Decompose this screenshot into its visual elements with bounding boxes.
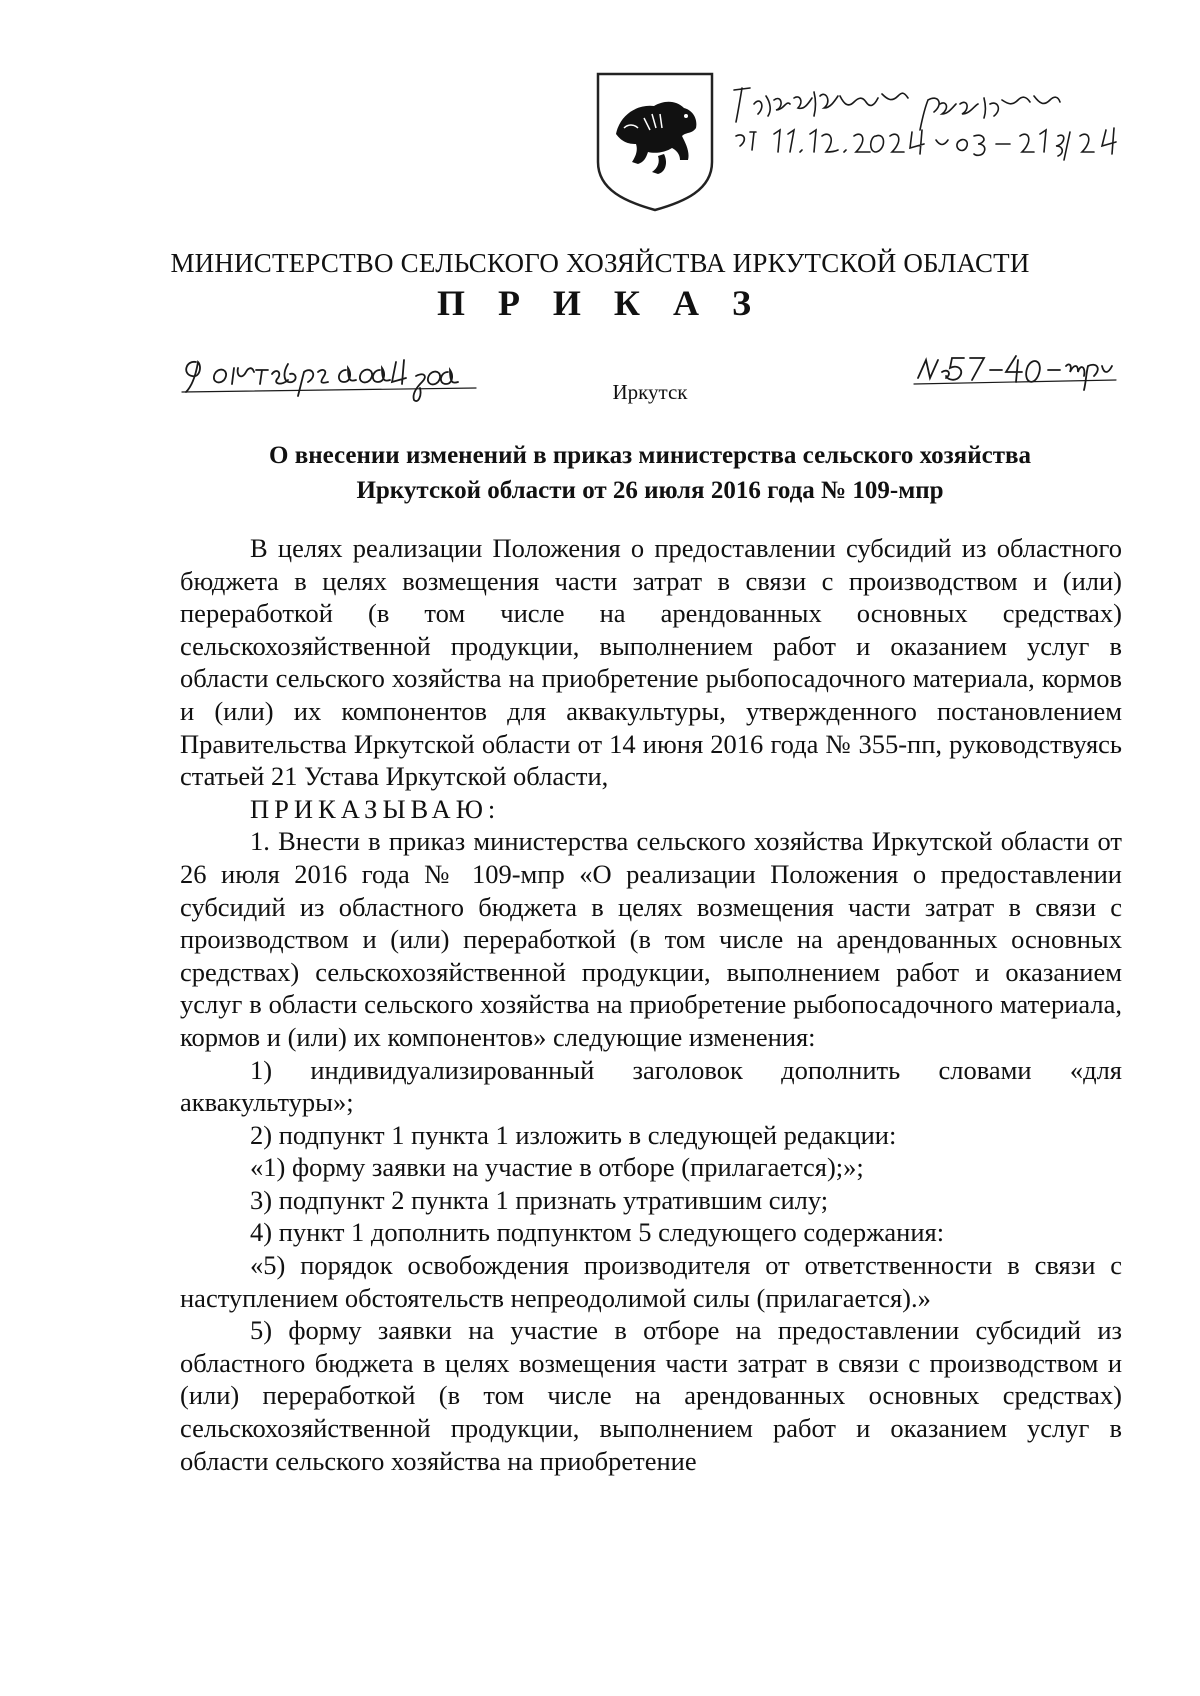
subclause-3: 3) подпункт 2 пункта 1 признать утратившим силу; [250, 1184, 829, 1215]
subclause-5: 5) форму заявки на участие в отборе на предоставлении субсидий из областного бюджета в целях возмещения части затрат в связи с производством и (или) переработкой (в том числе на арендованных основных средствах) сельскохозяйственной продукции, выполнением работ и оказанием услуг в области сельского хозяйства на приобретение [180, 1315, 1122, 1476]
city-name: Иркутск [612, 380, 688, 404]
subclause-4-text: «5) порядок освобождения производителя от ответственности в связи с наступлением обстоятельств непреодолимой силы (прилагается).» [180, 1250, 1122, 1313]
order-title-line-1: О внесении изменений в приказ министерства сельского хозяйства [269, 442, 1031, 469]
order-title-line-2: Иркутской области от 26 июля 2016 года № 109-мпр [356, 477, 944, 504]
subclause-2: 2) подпункт 1 пункта 1 изложить в следующей редакции: [250, 1119, 897, 1150]
document-type-heading: П Р И К А З [436, 283, 764, 323]
subclause-4: 4) пункт 1 дополнить подпунктом 5 следующего содержания: [250, 1217, 945, 1248]
order-title [180, 438, 1120, 508]
order-directive: ПРИКАЗЫВАЮ: [250, 793, 501, 824]
handwritten-order-number [912, 344, 1122, 404]
irkutsk-coat-of-arms-emblem [594, 70, 716, 212]
clause-1: 1. Внести в приказ министерства сельского хозяйства Иркутской области от 26 июля 2016 года № 109-мпр «О реализации Положения о предоставлении субсидий из областного бюджета в целях возмещения части затрат в связи с производством и (или) переработкой (в том числе на арендованных основных средствах) сельскохозяйственной продукции, выполнением работ и оказанием услуг в области сельского хозяйства на приобретение рыбопосадочного материала, кормов и (или) их компонентов» следующие изменения: [180, 826, 1122, 1052]
preamble-paragraph: В целях реализации Положения о предоставлении субсидий из областного бюджета в целях возмещения части затрат в связи с производством и (или) переработкой (в том числе на арендованных основных средствах) сельскохозяйственной продукции, выполнением работ и оказанием услуг в области сельского хозяйства на приобретение рыбопосадочного материала, кормов и (или) их компонентов для аквакультуры, утвержденного постановлением Правительства Иркутской области от 14 июня 2016 года № 355-пп, руководствуясь статьей 21 Устава Иркутской области, [180, 533, 1122, 792]
handwritten-registration-note [728, 78, 1128, 168]
order-body [180, 532, 1122, 1477]
subclause-1: 1) индивидуализированный заголовок дополнить словами «для аквакультуры»; [180, 1054, 1122, 1118]
ministry-name: МИНИСТЕРСТВО СЕЛЬСКОГО ХОЗЯЙСТВА ИРКУТСКОЙ ОБЛАСТИ [170, 248, 1030, 278]
subclause-2-text: «1) форму заявки на участие в отборе (прилагается);»; [250, 1152, 864, 1183]
